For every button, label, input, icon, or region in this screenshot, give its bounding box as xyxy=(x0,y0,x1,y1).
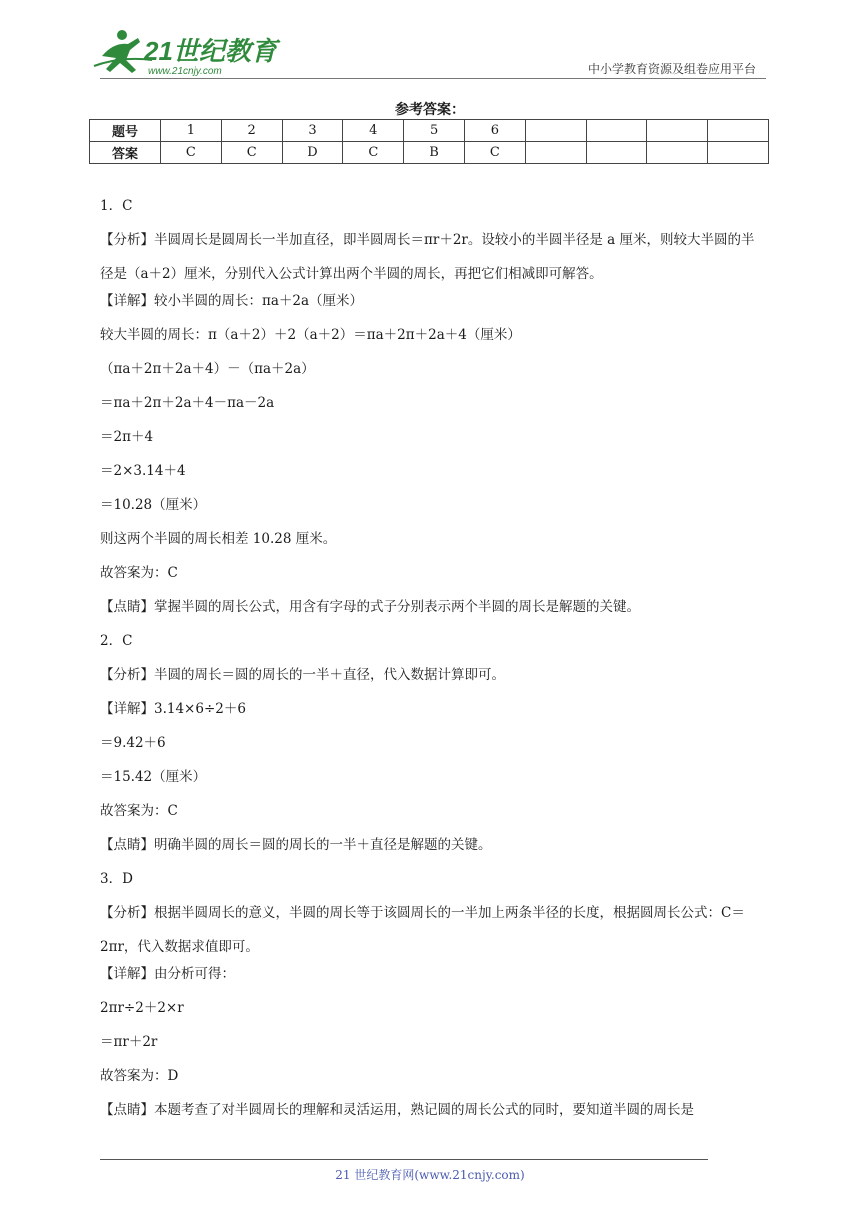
footer-text: 21 世纪教育网(www.21cnjy.com) xyxy=(335,1168,525,1182)
text-line: 故答案为：C xyxy=(100,803,178,819)
text-line: 2．C xyxy=(100,633,133,649)
table-cell: 4 xyxy=(343,120,404,142)
table-cell: C xyxy=(161,142,222,164)
table-cell: C xyxy=(464,142,525,164)
table-cell: 5 xyxy=(404,120,465,142)
text-line: 故答案为：C xyxy=(100,565,178,581)
text-line: 【点睛】本题考查了对半圆周长的理解和灵活运用，熟记圆的周长公式的同时，要知道半圆的周长是 xyxy=(100,1102,694,1118)
table-cell: C xyxy=(343,142,404,164)
table-cell xyxy=(647,120,708,142)
logo-text: 21世纪教育 xyxy=(144,36,277,66)
text-line: 【分析】半圆周长是圆周长一半加直径，即半圆周长＝πr＋2r。设较小的半圆半径是 a 厘米，则较大半圆的半径是（a＋2）厘米，分别代入公式计算出两个半圆的周长，再把它们相减即可解答。 xyxy=(100,232,755,282)
table-row xyxy=(90,142,769,164)
text-line: ＝9.42＋6 xyxy=(100,735,166,751)
answer-table xyxy=(89,119,769,164)
text-line: 则这两个半圆的周长相差 10.28 厘米。 xyxy=(100,531,337,547)
table-row xyxy=(90,120,769,142)
table-row-label: 题号 xyxy=(90,120,161,142)
text-line: 3．D xyxy=(100,871,133,887)
table-cell xyxy=(525,142,586,164)
text-line: ＝2×3.14＋4 xyxy=(100,463,186,479)
text-line: 【详解】由分析可得： xyxy=(100,966,235,982)
text-line: ＝πr＋2r xyxy=(100,1034,158,1050)
text-line: （πa＋2π＋2a＋4）－（πa＋2a） xyxy=(100,361,315,377)
text-line: 故答案为：D xyxy=(100,1068,179,1084)
table-cell: C xyxy=(221,142,282,164)
page-header xyxy=(92,26,764,80)
footer-divider xyxy=(100,1159,708,1160)
text-line: ＝10.28（厘米） xyxy=(100,497,207,513)
text-line: 【点睛】明确半圆的周长＝圆的周长的一半＋直径是解题的关键。 xyxy=(100,837,492,853)
logo-21cnjy xyxy=(92,26,277,78)
table-cell: B xyxy=(404,142,465,164)
text-line: 【详解】3.14×6÷2＋6 xyxy=(100,701,246,717)
table-cell xyxy=(647,142,708,164)
platform-name: 中小学教育资源及组卷应用平台 xyxy=(587,62,756,76)
text-line: 2πr÷2＋2×r xyxy=(100,1000,184,1016)
text-line: ＝πa＋2π＋2a＋4－πa－2a xyxy=(100,395,275,411)
text-line: 1．C xyxy=(100,198,133,214)
table-cell xyxy=(525,120,586,142)
solution-content xyxy=(100,196,764,1134)
table-cell: 1 xyxy=(161,120,222,142)
table-row-label: 答案 xyxy=(90,142,161,164)
text-line: 【分析】半圆的周长＝圆的周长的一半＋直径，代入数据计算即可。 xyxy=(100,667,505,683)
table-cell: 3 xyxy=(282,120,343,142)
table-cell: 6 xyxy=(464,120,525,142)
answers-title: 参考答案： xyxy=(395,102,465,118)
text-line: ＝2π＋4 xyxy=(100,429,154,445)
table-cell xyxy=(708,120,769,142)
table-cell: 2 xyxy=(221,120,282,142)
text-line: 较大半圆的周长：π（a＋2）＋2（a＋2）＝πa＋2π＋2a＋4（厘米） xyxy=(100,327,521,343)
header-divider xyxy=(100,78,766,79)
text-line: 【点睛】掌握半圆的周长公式，用含有字母的式子分别表示两个半圆的周长是解题的关键。 xyxy=(100,599,640,615)
table-cell xyxy=(708,142,769,164)
text-line: ＝15.42（厘米） xyxy=(100,769,207,785)
table-cell xyxy=(586,120,647,142)
logo-url: www.21cnjy.com xyxy=(148,66,222,77)
text-line: 【分析】根据半圆周长的意义，半圆的周长等于该圆周长的一半加上两条半径的长度，根据圆周长公式：C＝2πr，代入数据求值即可。 xyxy=(100,905,745,955)
text-line: 【详解】较小半圆的周长：πa＋2a（厘米） xyxy=(100,293,364,309)
table-cell xyxy=(586,142,647,164)
table-cell: D xyxy=(282,142,343,164)
